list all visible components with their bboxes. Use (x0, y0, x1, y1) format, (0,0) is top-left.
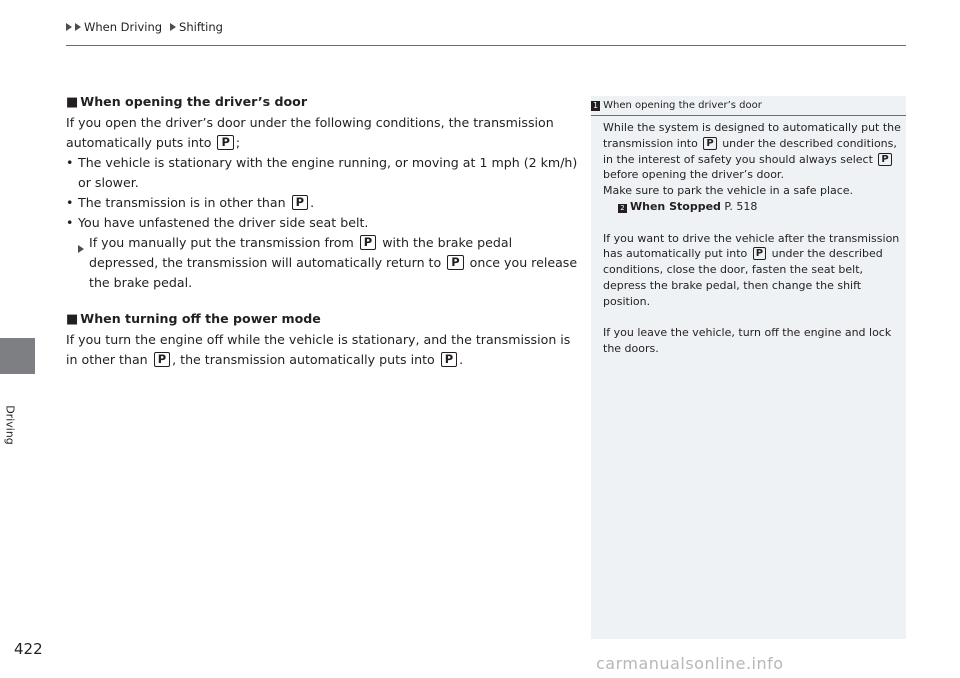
p-key-icon: P (703, 137, 716, 150)
page-number: 422 (14, 640, 43, 658)
chapter-tab[interactable] (0, 338, 35, 374)
p-key-icon: P (878, 153, 891, 166)
p-key-icon: P (441, 352, 457, 367)
list-item: • The vehicle is stationary with the engine running, or moving at 1 mph (2 km/h) or slower. (66, 155, 578, 190)
p-key-icon: P (292, 195, 308, 210)
p-key-icon: P (217, 135, 233, 150)
breadcrumb-item-shifting[interactable]: Shifting (179, 20, 223, 34)
chapter-label: Driving (3, 405, 17, 445)
square-bullet-icon: ■ (66, 95, 79, 110)
reference-arrow-icon: 2 (618, 204, 627, 213)
breadcrumb-arrow-icon (170, 23, 176, 31)
sidebar-title: 1 When opening the driver’s door (591, 96, 906, 116)
sub-note: If you manually put the transmission from P with the brake pedal depressed, the transmission will automatically return to P once you release the brake pedal. (66, 233, 578, 293)
p-key-icon: P (753, 247, 766, 260)
p-key-icon: P (154, 352, 170, 367)
sidebar-paragraph: Make sure to park the vehicle in a safe place. (603, 184, 854, 198)
header-divider (66, 45, 906, 46)
note-arrow-icon (78, 245, 84, 253)
square-bullet-icon: ■ (66, 312, 79, 327)
p-key-icon: P (447, 255, 463, 270)
note-number-badge: 1 (593, 100, 599, 110)
breadcrumb-arrow-icon (75, 23, 81, 31)
sidebar-note (591, 96, 906, 639)
breadcrumb-arrow-icon (66, 23, 72, 31)
paragraph-power-mode: If you turn the engine off while the vehicle is stationary, and the transmission is in other than P , the transmission automatically puts into P . (66, 332, 571, 367)
list-item: • The transmission is in other than P . (66, 195, 315, 210)
sidebar-paragraph: If you leave the vehicle, turn off the engine and lock the doors. (603, 326, 892, 356)
breadcrumb-item-when-driving[interactable]: When Driving (84, 20, 163, 34)
watermark: carmanualsonline.info (596, 654, 784, 673)
cross-reference-link[interactable]: 2 When Stopped P. 518 (603, 199, 901, 215)
section-heading-drivers-door: ■ When opening the driver’s door (66, 94, 308, 110)
sidebar-paragraph: If you want to drive the vehicle after the transmission has automatically put into P under the described conditions, close the door, fasten the seat belt, depress the brake pedal, then change the shift position. (603, 231, 900, 308)
main-content (66, 92, 578, 370)
breadcrumb (66, 20, 223, 34)
list-item: • You have unfastened the driver side seat belt. (66, 215, 369, 230)
sidebar-paragraph: While the system is designed to automatically put the transmission into P under the described conditions, in the interest of safety you should always select P before opening the driver’s door. (603, 121, 901, 182)
section-heading-power-mode: ■ When turning off the power mode (66, 311, 321, 327)
p-key-icon: P (360, 235, 376, 250)
paragraph-intro: If you open the driver’s door under the following conditions, the transmission automatically puts into P ; (66, 115, 554, 150)
